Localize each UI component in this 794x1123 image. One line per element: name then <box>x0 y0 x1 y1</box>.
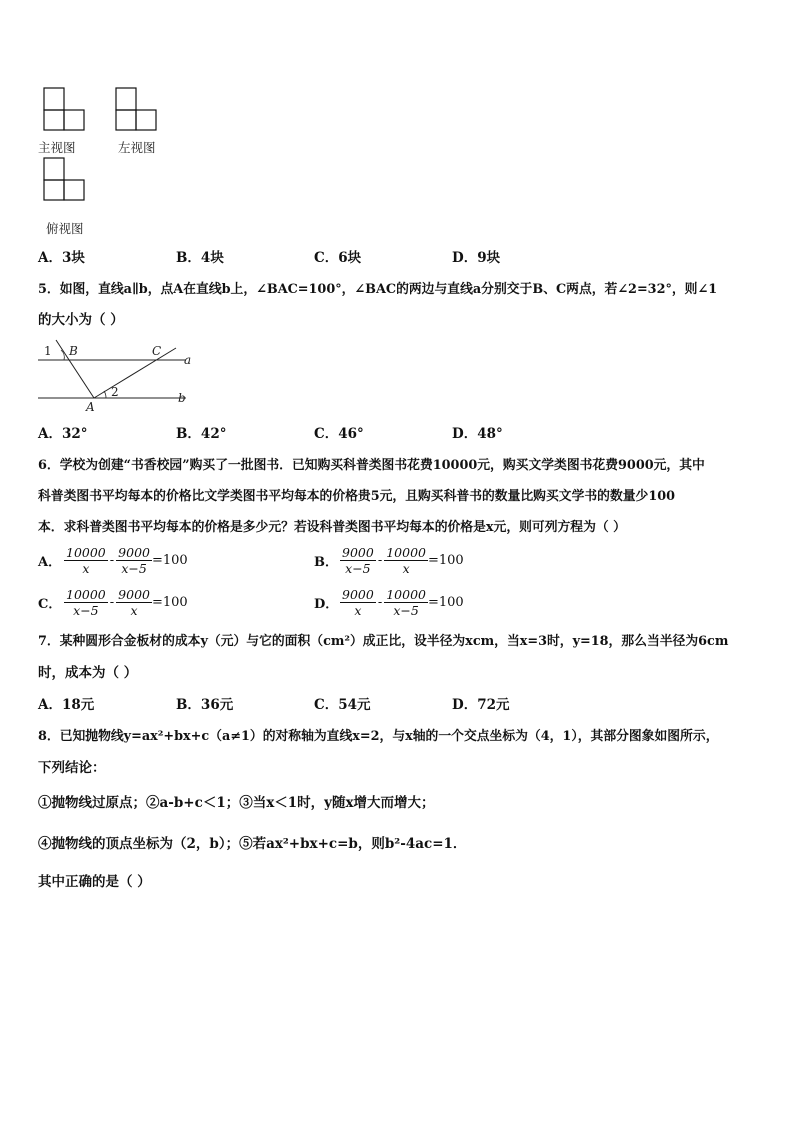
front-view-label: 主视图 <box>38 140 76 155</box>
q8-question: 其中正确的是（ ） <box>38 874 151 890</box>
left-view-label: 左视图 <box>118 140 156 155</box>
q8-stem-line2: 下列结论： <box>38 760 106 776</box>
q8-statements-4-5: ④抛物线的顶点坐标为（2，b）；⑤若ax²+bx+c=b，则b²-4ac=1． <box>38 836 467 852</box>
q5-figure-label-C: C <box>152 344 162 358</box>
q6-option-b: B． $\frac{9000}{x-5}$ - $\frac{10000}{x}$ =100 <box>314 545 464 576</box>
q7-stem-line1: 7．某种圆形合金板材的成本y（元）与它的面积（cm²）成正比，设半径为xcm，当x=3时，y=18，那么当半径为6cm <box>38 634 729 649</box>
q8-statements-1-3: ①抛物线过原点；②a-b+c＜1；③当x＜1时，y随x增大而增大； <box>38 795 435 811</box>
q5-parallel-lines-figure <box>36 338 196 414</box>
q5-figure-label-2: 2 <box>111 385 119 399</box>
q6-option-a: A． $\frac{10000}{x}$ - $\frac{9000}{x-5}$ =100 <box>38 545 188 576</box>
q5-stem-line1: 5．如图，直线a∥b，点A在直线b上，∠BAC=100°，∠BAC的两边与直线a分别交于B、C两点，若∠2=32°，则∠1 <box>38 282 718 297</box>
q5-stem-line2: 的大小为（ ） <box>38 312 124 328</box>
front-view-figure <box>38 84 90 134</box>
q7-option-a: A．18元 <box>38 697 95 713</box>
q5-option-a: A．32° <box>38 426 88 442</box>
q6-stem-line1: 6．学校为创建“书香校园”购买了一批图书．已知购买科普类图书花费10000元，购买文学类图书花费9000元，其中 <box>38 458 705 473</box>
q8-stem-line1: 8．已知抛物线y=ax²+bx+c（a≠1）的对称轴为直线x=2，与x轴的一个交点坐标为（4，1），其部分图象如图所示， <box>38 729 719 744</box>
q5-figure-label-a: a <box>184 353 192 367</box>
q4-option-c: C．6块 <box>314 250 362 266</box>
q5-figure-label-A: A <box>86 400 95 414</box>
q6-stem-line2: 科普类图书平均每本的价格比文学类图书平均每本的价格贵5元，且购买科普书的数量比购买文学书的数量少100 <box>38 489 676 504</box>
top-view-label: 俯视图 <box>46 221 84 236</box>
q4-option-b: B．4块 <box>176 250 224 266</box>
q5-option-b: B．42° <box>176 426 227 442</box>
left-view-figure <box>110 84 162 134</box>
q4-option-d: D．9块 <box>452 250 501 266</box>
q7-stem-line2: 时，成本为（ ） <box>38 665 138 681</box>
q6-option-d: D． $\frac{9000}{x}$ - $\frac{10000}{x-5}$ =100 <box>314 587 464 618</box>
q5-option-d: D．48° <box>452 426 503 442</box>
q5-figure-label-1: 1 <box>44 344 52 358</box>
q5-option-c: C．46° <box>314 426 364 442</box>
q5-figure-label-b: b <box>178 391 186 405</box>
top-view-figure <box>38 154 90 204</box>
q5-figure-label-B: B <box>69 344 78 358</box>
q7-option-c: C．54元 <box>314 697 371 713</box>
q6-option-c: C． $\frac{10000}{x-5}$ - $\frac{9000}{x}$ =100 <box>38 587 188 618</box>
q4-option-a: A．3块 <box>38 250 85 266</box>
q7-option-b: B．36元 <box>176 697 234 713</box>
q7-option-d: D．72元 <box>452 697 510 713</box>
q6-stem-line3: 本．求科普类图书平均每本的价格是多少元？若设科普类图书平均每本的价格是x元，则可列方程为（ ） <box>38 520 626 535</box>
